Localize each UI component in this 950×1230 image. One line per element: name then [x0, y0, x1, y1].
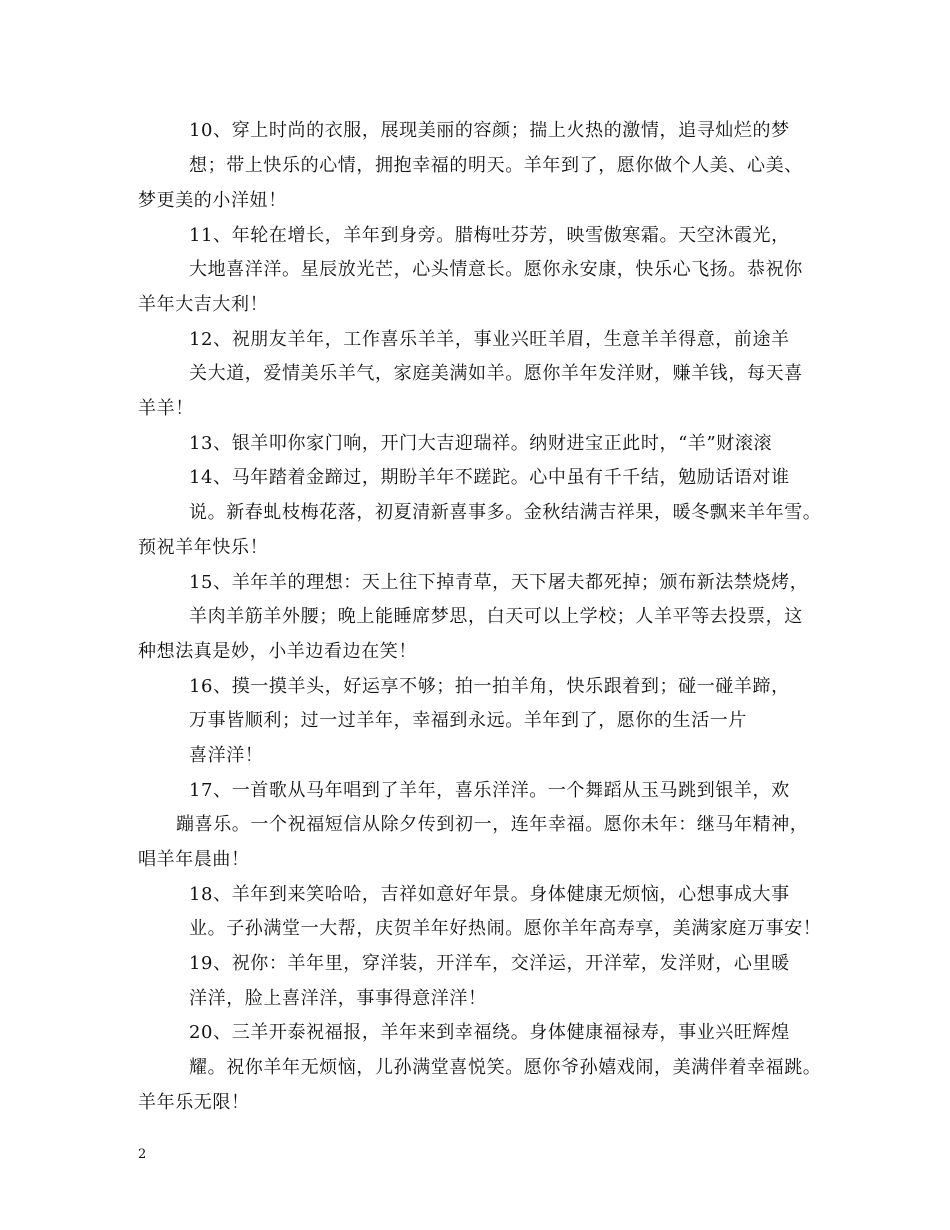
text-line: 19、祝你：羊年里，穿洋装，开洋车，交洋运，开洋荤，发洋财，心里暖	[189, 953, 790, 974]
text-line: 种想法真是妙，小羊边看边在笑！	[138, 641, 417, 662]
text-line: 关大道，爱情美乐羊气，家庭美满如羊。愿你羊年发洋财，赚羊钱，每天喜	[189, 363, 803, 384]
text-line: 说。新春虬枝梅花落，初夏清新喜事多。金秋结满吉祥果，暖冬飘来羊年雪。	[189, 502, 822, 523]
text-line: 预祝羊年快乐！	[138, 537, 269, 558]
text-line: 18、羊年到来笑哈哈，吉祥如意好年景。身体健康无烦恼，心想事成大事	[189, 884, 790, 905]
text-line: 羊年大吉大利！	[138, 294, 269, 315]
text-line: 20、三羊开泰祝福报，羊年来到幸福绕。身体健康福禄寿，事业兴旺辉煌	[189, 1022, 790, 1043]
text-line: 10、穿上时尚的衣服，展现美丽的容颜；揣上火热的激情，追寻灿烂的梦	[189, 120, 790, 141]
text-line: 13、银羊叩你家门响，开门大吉迎瑞祥。纳财进宝正此时，“羊”财滚滚	[189, 433, 773, 454]
text-line: 喜洋洋！	[189, 745, 264, 766]
text-line: 17、一首歌从马年唱到了羊年，喜乐洋洋。一个舞蹈从玉马跳到银羊，欢	[189, 780, 790, 801]
text-line: 羊年乐无限！	[138, 1092, 250, 1113]
text-line: 唱羊年晨曲！	[138, 849, 250, 870]
text-line: 业。子孙满堂一大帮，庆贺羊年好热闹。愿你羊年高寿享，美满家庭万事安！	[189, 918, 822, 939]
text-line: 16、摸一摸羊头，好运享不够；拍一拍羊角，快乐跟着到；碰一碰羊蹄，	[189, 676, 790, 697]
text-line: 梦更美的小洋妞！	[138, 190, 287, 211]
text-line: 耀。祝你羊年无烦恼，儿孙满堂喜悦笑。愿你爷孙嬉戏闹，美满伴着幸福跳。	[189, 1057, 822, 1078]
text-line: 大地喜洋洋。星辰放光芒，心头情意长。愿你永安康，快乐心飞扬。恭祝你	[189, 259, 803, 280]
text-line: 羊羊！	[138, 398, 194, 419]
text-line: 12、祝朋友羊年，工作喜乐羊羊，事业兴旺羊眉，生意羊羊得意，前途羊	[189, 329, 790, 350]
page-number: 2	[138, 1147, 147, 1162]
text-line: 14、马年踏着金蹄过，期盼羊年不蹉跎。心中虽有千千结，勉励话语对谁	[189, 467, 790, 488]
text-line: 11、年轮在增长，羊年到身旁。腊梅吐芬芳，映雪傲寒霜。天空沐霞光，	[189, 225, 790, 246]
text-line: 15、羊年羊的理想：天上往下掉青草，天下屠夫都死掉；颁布新法禁烧烤，	[189, 572, 809, 593]
text-line: 想；带上快乐的心情，拥抱幸福的明天。羊年到了，愿你做个人美、心美、	[189, 155, 803, 176]
text-line: 万事皆顺利；过一过羊年，幸福到永远。羊年到了，愿你的生活一片	[189, 710, 747, 731]
text-line: 羊肉羊筋羊外腰；晚上能睡席梦思，白天可以上学校；人羊平等去投票，这	[189, 606, 803, 627]
text-line: 蹦喜乐。一个祝福短信从除夕传到初一，连年幸福。愿你未年：继马年精神，	[176, 814, 809, 835]
text-line: 洋洋，脸上喜洋洋，事事得意洋洋！	[189, 988, 487, 1009]
